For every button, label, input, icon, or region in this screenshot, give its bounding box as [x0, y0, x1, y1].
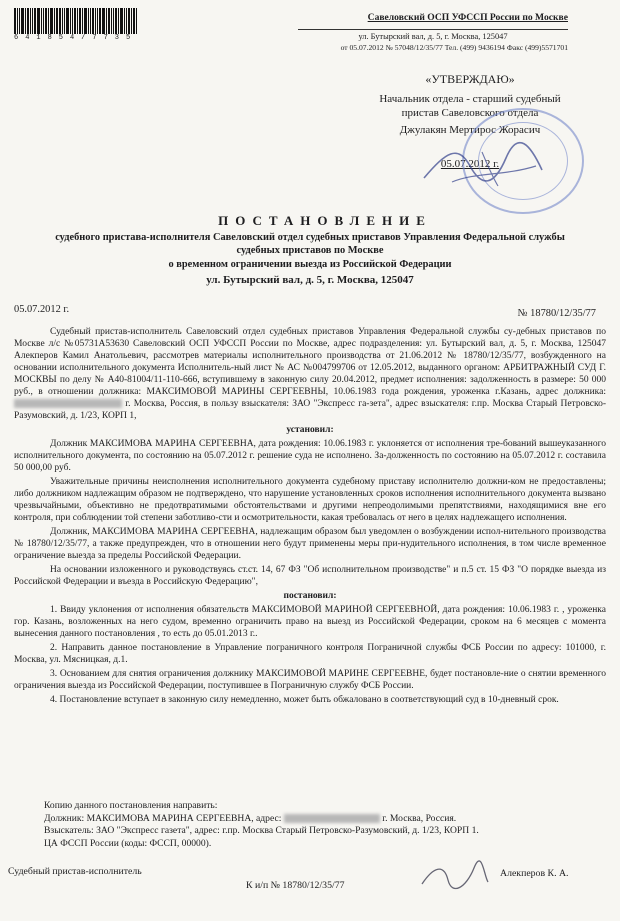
barcode-bar: [99, 8, 101, 34]
barcode-bar: [64, 8, 65, 34]
document-title-block: [20, 213, 600, 287]
approval-name: Джулакян Мертирос Жорасич: [399, 123, 541, 136]
barcode-bar: [34, 8, 36, 34]
title-subtitle-3: о временном ограничении выезда из Российской Федерации: [168, 258, 452, 270]
barcode: [14, 8, 138, 43]
redacted-debtor-address: [284, 814, 380, 823]
executor-signature: [418, 858, 490, 892]
barcode-bars: [14, 8, 138, 34]
document-title: ПОСТАНОВЛЕНИЕ: [218, 213, 432, 228]
barcode-bar: [66, 8, 69, 34]
barcode-bar: [59, 8, 61, 34]
barcode-bar: [43, 8, 44, 34]
barcode-bar: [74, 8, 76, 34]
barcode-bar: [50, 8, 53, 34]
barcode-bar: [102, 8, 105, 34]
barcode-bar: [95, 8, 96, 34]
approval-heading: «УТВЕРЖДАЮ»: [425, 72, 515, 86]
barcode-bar: [48, 8, 49, 34]
barcode-bar: [19, 8, 20, 34]
signer-role: Судебный пристав-исполнитель: [8, 866, 142, 877]
barcode-bar: [126, 8, 127, 34]
barcode-bar: [17, 8, 18, 34]
barcode-bar: [88, 8, 89, 34]
case-reference: К и/п № 18780/12/35/77: [246, 880, 345, 891]
barcode-bar: [108, 8, 110, 34]
copies-debtor: Должник: МАКСИМОВА МАРИНА СЕРГЕЕВНА, адрес: г. Москва, Россия.: [44, 812, 457, 824]
barcode-bar: [21, 8, 24, 34]
barcode-bar: [54, 8, 55, 34]
barcode-bar: [14, 8, 16, 34]
barcode-bar: [90, 8, 91, 34]
barcode-bar: [84, 8, 87, 34]
barcode-bar: [118, 8, 119, 34]
issuer-address: ул. Бутырский вал, д. 5, г. Москва, 125047: [358, 32, 508, 42]
redacted-address: [14, 399, 122, 408]
legal-basis-paragraph: На основании изложенного и руководствуясь ст.ст. 14, 67 ФЗ "Об исполнительном производстве" и п.5 ст. 15 ФЗ "О порядке выезда из Российской Федерации и въезда в Российскую Федерацию",: [14, 565, 606, 588]
barcode-bar: [79, 8, 81, 34]
barcode-bar: [45, 8, 47, 34]
barcode-bar: [56, 8, 58, 34]
barcode-bar: [82, 8, 83, 34]
barcode-bar: [32, 8, 33, 34]
issuer-header: [298, 12, 568, 53]
barcode-bar: [133, 8, 135, 34]
approval-position-line1: Начальник отдела - старший судебный: [379, 92, 561, 105]
barcode-bar: [92, 8, 94, 34]
established-heading: установил:: [286, 425, 334, 436]
issuer-ref-line: от 05.07.2012 № 57048/12/35/77 Тел. (499) 9436194 Факс (499)5571701: [340, 43, 568, 53]
copies-heading: Копию данного постановления направить:: [44, 800, 218, 811]
document-body: [14, 326, 606, 708]
barcode-bar: [115, 8, 117, 34]
barcode-bar: [111, 8, 112, 34]
barcode-bar: [77, 8, 78, 34]
finding-paragraph-1: Должник МАКСИМОВА МАРИНА СЕРГЕЕВНА, дата рождения: 10.06.1983 г. уклоняется от исполнения тре-бований вышеуказанного исполнительного документа, по состоянию на 05.07.2012 г. решение суда не исполнено. За-долженность по состоянию на 05.07.2012 г. составила 50 000,00 руб.: [14, 439, 606, 474]
signer-name: Алекперов К. А.: [500, 868, 569, 879]
barcode-bar: [113, 8, 114, 34]
copies-creditor: Взыскатель: ЗАО "Экспресс газета", адрес: г.пр. Москва Старый Петровско-Разумовский, д. 1/23, КОРП 1.: [44, 825, 479, 837]
finding-paragraph-2: Уважительные причины неисполнения исполнительного документа судебному приставу исполнителю должни-ком не предоставлены; либо должником надлежащим образом не подтверждено, что нарушение установленных сроков исполнения исполнительного документа вызвано чрезвычайными, объективно не предотвратимыми обстоятельствами и другими непреодолимыми препятствиями, находящимися вне его контроля, при соблюдении той степени заботливо-сти и осмотрительности, какая требовалась от него в целях надлежащего исполнения.: [14, 477, 606, 524]
title-subtitle-1: судебного пристава-исполнителя Савеловский отдел судебных приставов Управления Федеральной службы: [55, 231, 565, 243]
barcode-bar: [72, 8, 73, 34]
barcode-bar: [41, 8, 42, 34]
resolved-heading: постановил:: [283, 591, 337, 602]
barcode-number: 6 4 1 8 5 4 / 7 7 3 5: [14, 34, 132, 42]
resolution-item-4: 4. Постановление вступает в законную силу немедленно, может быть обжаловано в соответствующий суд в 10-дневный срок.: [50, 695, 559, 706]
title-address: ул. Бутырский вал, д. 5, г. Москва, 125047: [206, 274, 414, 287]
barcode-bar: [120, 8, 123, 34]
barcode-bar: [131, 8, 132, 34]
document-number: № 18780/12/35/77: [517, 308, 596, 319]
copies-block: [44, 800, 604, 851]
resolution-item-1: 1. Ввиду уклонения от исполнения обязательств МАКСИМОВОЙ МАРИНОЙ СЕРГЕЕВНОЙ, дата рождения: 10.06.1983 г. , уроженка гор. Казань, возложенных на него судом, временно ограничить право на выезд из Российской Федерации, сроком на 6 месяцев с момента вынесения данного постановления , то есть до 05.01.2013 г..: [14, 605, 606, 640]
barcode-bar: [124, 8, 125, 34]
barcode-bar: [128, 8, 130, 34]
barcode-bar: [70, 8, 71, 34]
copies-fssp: ЦА ФССП России (коды: ФССП, 00000).: [44, 837, 212, 849]
finding-paragraph-3: Должник, МАКСИМОВА МАРИНА СЕРГЕЕВНА, надлежащим образом был уведомлен о возбуждении испол-нительного производства № 18780/12/35/77, а также предупрежден, что в отношении него будут применены меры при-нудительного исполнения, в том числе временное ограничение выезда за пределы Российской Федерации.: [14, 527, 606, 562]
title-subtitle-2: судебных приставов по Москве: [236, 245, 384, 257]
document-date: 05.07.2012 г.: [14, 304, 70, 315]
barcode-bar: [136, 8, 137, 34]
approval-signature: [418, 136, 558, 196]
barcode-bar: [27, 8, 29, 34]
intro-paragraph: Судебный пристав-исполнитель Савеловский отдел судебных приставов Управления Федеральной службы су-дебных приставов по Москве л/с №05731А53630 Савеловский ОСП УФССП России по Москве, адрес подразделения: ул. Бутырский вал, д. 5, г. Москва, 125047 Алекперов Камил Анатольевич, рассмотрев материалы исполнительного производства от 21.06.2012 № 18780/12/35/77, возбужденного на основании исполнительного документа Исполнитель-ный лист № АС №004799706 от 12.05.2012, выданного органом: АРБИТРАЖНЫЙ СУД Г. МОСКВЫ по делу № А40-81004/11-110-666, вступившему в законную силу 20.04.2012, предмет исполнения: задолженность в размере: 50 000 руб., в отношении должника: МАКСИМОВОЙ МАРИНЫ СЕРГЕЕВНЫ, 10.06.1983 года рождения, уроженка г.Казань, адрес должника: г. Москва, Россия, в пользу взыскателя: ЗАО "Экспресс га-зета", адрес взыскателя: г.пр. Москва Старый Петровско-Разумовский, д. 1/23, КОРП 1,: [14, 327, 607, 422]
approval-position-line2: пристав Савеловского отдела: [401, 107, 539, 120]
barcode-bar: [97, 8, 98, 34]
barcode-bar: [25, 8, 26, 34]
barcode-bar: [37, 8, 40, 34]
barcode-bar: [106, 8, 107, 34]
approval-date: 05.07.2012 г.: [440, 158, 500, 171]
resolution-item-2: 2. Направить данное постановление в Управление пограничного контроля Пограничной службы ФСБ России по адресу: 101000, г. Москва, ул. Мясницкая, д.1.: [14, 643, 606, 666]
issuer-org: Савеловский ОСП УФССП России по Москве: [367, 12, 568, 23]
resolution-item-3: 3. Основанием для снятия ограничения должнику МАКСИМОВОЙ МАРИНЕ СЕРГЕЕВНЕ, будет постановле-ние о снятии временного ограничения выезда из Российской Федерации, поступившее в Пограничную службу ФСБ России.: [14, 669, 606, 692]
barcode-bar: [62, 8, 63, 34]
barcode-bar: [30, 8, 31, 34]
